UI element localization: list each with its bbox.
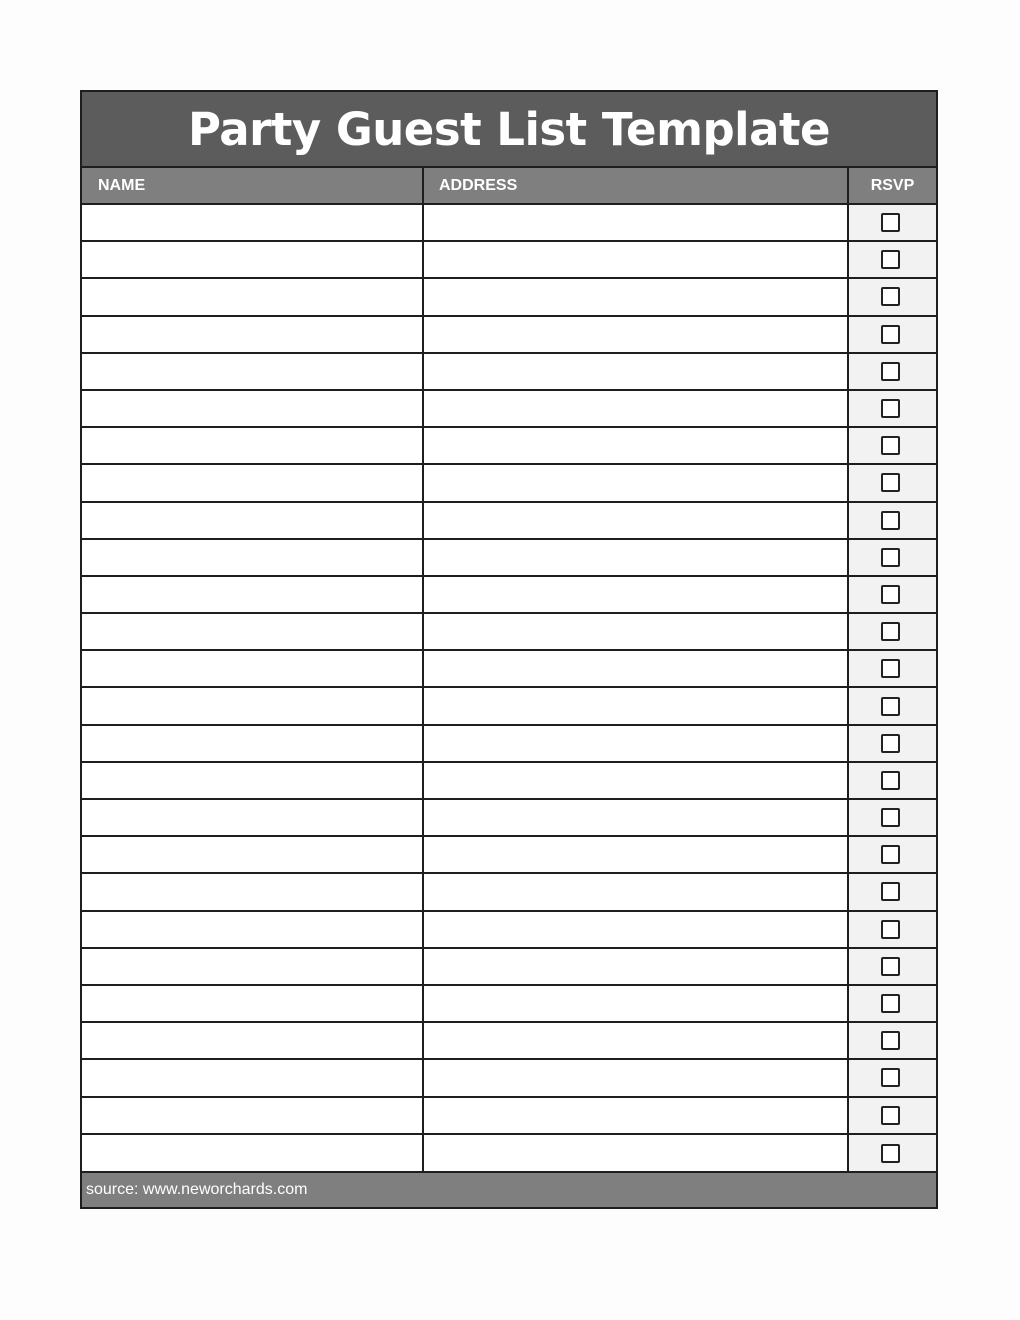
- guest-name-cell[interactable]: [82, 651, 424, 686]
- guest-address-cell[interactable]: [424, 1023, 849, 1058]
- rsvp-cell: [849, 614, 936, 649]
- guest-name-cell[interactable]: [82, 874, 424, 909]
- guest-address-cell[interactable]: [424, 391, 849, 426]
- rsvp-cell: [849, 354, 936, 389]
- rsvp-checkbox[interactable]: [881, 473, 900, 492]
- table-row: [82, 688, 936, 725]
- guest-address-cell[interactable]: [424, 726, 849, 761]
- rsvp-cell: [849, 874, 936, 909]
- rsvp-cell: [849, 1098, 936, 1133]
- guest-name-cell[interactable]: [82, 912, 424, 947]
- guest-name-cell[interactable]: [82, 465, 424, 500]
- guest-address-cell[interactable]: [424, 874, 849, 909]
- guest-name-cell[interactable]: [82, 614, 424, 649]
- guest-address-cell[interactable]: [424, 986, 849, 1021]
- rsvp-checkbox[interactable]: [881, 1068, 900, 1087]
- table-header: [82, 168, 936, 205]
- table-row: [82, 465, 936, 502]
- rsvp-cell: [849, 540, 936, 575]
- table-row: [82, 726, 936, 763]
- guest-name-cell[interactable]: [82, 800, 424, 835]
- guest-name-cell[interactable]: [82, 242, 424, 277]
- rsvp-checkbox[interactable]: [881, 325, 900, 344]
- guest-name-cell[interactable]: [82, 688, 424, 723]
- table-row: [82, 1023, 936, 1060]
- rsvp-cell: [849, 949, 936, 984]
- table-row: [82, 874, 936, 911]
- column-header-address: ADDRESS: [424, 168, 849, 203]
- rsvp-checkbox[interactable]: [881, 511, 900, 530]
- guest-name-cell[interactable]: [82, 986, 424, 1021]
- table-row: [82, 651, 936, 688]
- rsvp-cell: [849, 1060, 936, 1095]
- guest-address-cell[interactable]: [424, 242, 849, 277]
- guest-name-cell[interactable]: [82, 577, 424, 612]
- guest-name-cell[interactable]: [82, 726, 424, 761]
- rsvp-cell: [849, 242, 936, 277]
- table-row: [82, 986, 936, 1023]
- rsvp-checkbox[interactable]: [881, 436, 900, 455]
- table-row: [82, 949, 936, 986]
- table-row: [82, 242, 936, 279]
- table-row: [82, 317, 936, 354]
- rsvp-checkbox[interactable]: [881, 845, 900, 864]
- rsvp-checkbox[interactable]: [881, 399, 900, 418]
- rsvp-cell: [849, 837, 936, 872]
- rsvp-cell: [849, 317, 936, 352]
- guest-address-cell[interactable]: [424, 912, 849, 947]
- guest-address-cell[interactable]: [424, 688, 849, 723]
- rsvp-checkbox[interactable]: [881, 882, 900, 901]
- rsvp-checkbox[interactable]: [881, 1106, 900, 1125]
- rsvp-cell: [849, 391, 936, 426]
- table-row: [82, 837, 936, 874]
- rsvp-cell: [849, 465, 936, 500]
- guest-address-cell[interactable]: [424, 1098, 849, 1133]
- guest-name-cell[interactable]: [82, 354, 424, 389]
- rsvp-checkbox[interactable]: [881, 362, 900, 381]
- table-row: [82, 354, 936, 391]
- guest-name-cell[interactable]: [82, 1098, 424, 1133]
- guest-address-cell[interactable]: [424, 1060, 849, 1095]
- rsvp-checkbox[interactable]: [881, 659, 900, 678]
- guest-address-cell[interactable]: [424, 1135, 849, 1172]
- rsvp-checkbox[interactable]: [881, 213, 900, 232]
- rsvp-cell: [849, 503, 936, 538]
- column-header-rsvp: RSVP: [870, 177, 915, 194]
- table-row: [82, 391, 936, 428]
- rsvp-checkbox[interactable]: [881, 808, 900, 827]
- guest-name-cell[interactable]: [82, 428, 424, 463]
- rsvp-checkbox[interactable]: [881, 1144, 900, 1163]
- guest-address-cell[interactable]: [424, 465, 849, 500]
- guest-address-cell[interactable]: [424, 317, 849, 352]
- table-row: [82, 205, 936, 242]
- guest-name-cell[interactable]: [82, 279, 424, 314]
- title-bar: [82, 92, 936, 168]
- rsvp-checkbox[interactable]: [881, 548, 900, 567]
- table-row: [82, 1135, 936, 1172]
- table-row: [82, 912, 936, 949]
- rsvp-cell: [849, 912, 936, 947]
- rsvp-cell: [849, 688, 936, 723]
- rsvp-checkbox[interactable]: [881, 250, 900, 269]
- guest-name-cell[interactable]: [82, 949, 424, 984]
- rsvp-cell: [849, 279, 936, 314]
- table-row: [82, 428, 936, 465]
- guest-address-cell[interactable]: [424, 614, 849, 649]
- guest-address-cell[interactable]: [424, 577, 849, 612]
- table-row: [82, 614, 936, 651]
- rsvp-checkbox[interactable]: [881, 622, 900, 641]
- page-title: Party Guest List Template: [187, 102, 831, 156]
- guest-name-cell[interactable]: [82, 503, 424, 538]
- rsvp-checkbox[interactable]: [881, 920, 900, 939]
- guest-name-cell[interactable]: [82, 317, 424, 352]
- guest-address-cell[interactable]: [424, 763, 849, 798]
- guest-name-cell[interactable]: [82, 1135, 424, 1172]
- rsvp-cell: [849, 428, 936, 463]
- guest-name-cell[interactable]: [82, 837, 424, 872]
- guest-address-cell[interactable]: [424, 540, 849, 575]
- table-row: [82, 503, 936, 540]
- guest-address-cell[interactable]: [424, 279, 849, 314]
- source-footer: source: www.neworchards.com: [82, 1171, 936, 1207]
- guest-rows: [82, 205, 936, 1172]
- guest-name-cell[interactable]: [82, 763, 424, 798]
- guest-address-cell[interactable]: [424, 205, 849, 240]
- table-row: [82, 763, 936, 800]
- column-header-name: NAME: [82, 168, 424, 203]
- guest-address-cell[interactable]: [424, 354, 849, 389]
- rsvp-cell: [849, 726, 936, 761]
- rsvp-cell: [849, 800, 936, 835]
- rsvp-cell: [849, 651, 936, 686]
- rsvp-checkbox[interactable]: [881, 287, 900, 306]
- rsvp-checkbox[interactable]: [881, 957, 900, 976]
- guest-name-cell[interactable]: [82, 540, 424, 575]
- rsvp-checkbox[interactable]: [881, 585, 900, 604]
- guest-address-cell[interactable]: [424, 949, 849, 984]
- rsvp-cell: [849, 577, 936, 612]
- guest-address-cell[interactable]: [424, 428, 849, 463]
- guest-name-cell[interactable]: [82, 1023, 424, 1058]
- rsvp-checkbox[interactable]: [881, 1031, 900, 1050]
- rsvp-checkbox[interactable]: [881, 734, 900, 753]
- rsvp-cell: [849, 1135, 936, 1172]
- rsvp-checkbox[interactable]: [881, 994, 900, 1013]
- table-row: [82, 1098, 936, 1135]
- rsvp-cell: [849, 986, 936, 1021]
- table-row: [82, 540, 936, 577]
- table-row: [82, 577, 936, 614]
- rsvp-cell: [849, 1023, 936, 1058]
- guest-address-cell[interactable]: [424, 651, 849, 686]
- rsvp-cell: [849, 205, 936, 240]
- rsvp-checkbox[interactable]: [881, 697, 900, 716]
- guest-name-cell[interactable]: [82, 1060, 424, 1095]
- guest-list-sheet: [80, 90, 938, 1209]
- rsvp-checkbox[interactable]: [881, 771, 900, 790]
- guest-address-cell[interactable]: [424, 837, 849, 872]
- guest-name-cell[interactable]: [82, 205, 424, 240]
- table-row: [82, 1060, 936, 1097]
- guest-name-cell[interactable]: [82, 391, 424, 426]
- table-row: [82, 800, 936, 837]
- table-row: [82, 279, 936, 316]
- rsvp-cell: [849, 763, 936, 798]
- guest-address-cell[interactable]: [424, 503, 849, 538]
- guest-address-cell[interactable]: [424, 800, 849, 835]
